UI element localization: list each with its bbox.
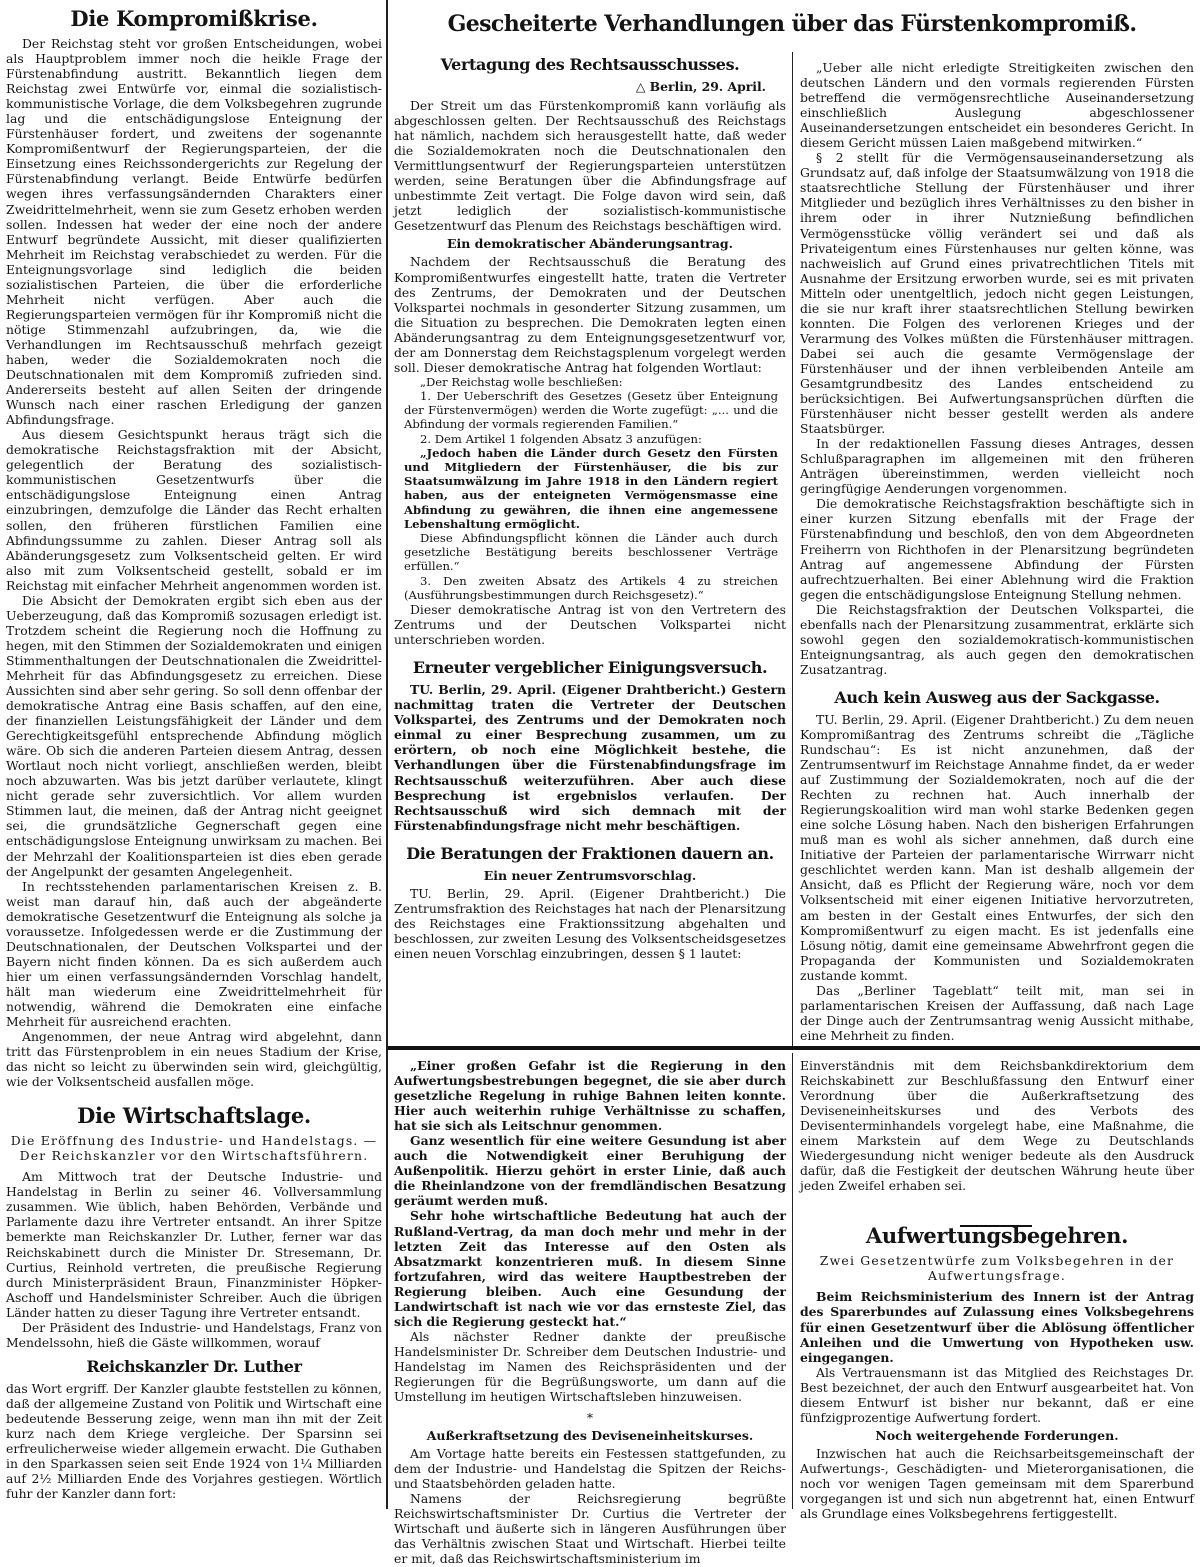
paragraph: Beim Reichsministerium des Innern ist der Antrag des Sparerbundes auf Zulassung eines Volksbegehrens für einen Gesetzentwurf über die Ablösung öffentlicher Anleihen und die Umwertung von Hypotheken usw. eingegangen. bbox=[800, 1289, 1194, 1365]
paragraph: Am Mittwoch trat der Deutsche Industrie- und Handelstag in Berlin zu seiner 46. Vollversammlung zusammen. Wie üblich, haben Behörden, Verbände und Parlamente dazu ihre Vertreter entsandt. An ihrer Spitze bemerkte man Reichskanzler Dr. Luther, ferner war das Reichskabinett durch die Minister Dr. Stresemann, Dr. Curtius, Reinhold vertreten, die preußische Regierung durch Ministerpräsident Braun, Finanzminister Höpker-Aschoff und Handelsminister Schreiber. Auch die übrigen Länder hatten zu dieser Tagung ihre Vertreter entsandt. bbox=[6, 1169, 382, 1320]
paragraph: In rechtsstehenden parlamentarischen Kreisen z. B. weist man darauf hin, daß auch der abgeänderte demokratische Gesetzentwurf die Enteignung als solche ja voraussetze. Infolgedessen werde er die Zustimmung der Deutschnationalen, der Deutschen Volkspartei und der Bayern nicht finden können. Da es sich außerdem auch hier um einen verfassungsändernden Vorschlag handelt, hält man wiederum eine Zweidrittelmehrheit für notwendig, während die Demokraten eine einfache Mehrheit für ausreichend erachten. bbox=[6, 878, 382, 1030]
article-subheading: Zwei Gesetzentwürfe zum Volksbegehren in der Aufwertungsfrage. bbox=[819, 1253, 1175, 1284]
paragraph: Die Reichstagsfraktion der Deutschen Volkspartei, die ebenfalls nach der Plenarsitzung zusammentrat, erklärte sich sowohl gegen den sozialdemokratisch-kommunistischen Enteignungsantrag, als auch gegen den demokratischen Zusatzantrag. bbox=[800, 601, 1194, 677]
quote-line: 3. Den zweiten Absatz des Artikels 4 zu streichen (Ausführungsbestimmungen durch Reichsgesetz).“ bbox=[404, 573, 778, 602]
dateline: △ Berlin, 29. April. bbox=[635, 79, 766, 94]
section-separator: * bbox=[586, 1410, 594, 1426]
paragraph: Als nächster Redner dankte der preußische Handelsminister Dr. Schreiber dem Deutschen Industrie- und Handelstag im Namen des Reichspräsidenten und der Regierungen für die Begrüßungsworte, um dann auf die Umstellung im heutigen Wirtschaftsleben hinzuweisen. bbox=[394, 1328, 786, 1405]
middle-column-bottom bbox=[394, 1058, 786, 1567]
paragraph: Der Streit um das Fürstenkompromiß kann vorläufig als abgeschlossen gelten. Der Rechtsausschuß des Reichstags hat nämlich, nachdem sich herausgestellt hatte, daß weder die Sozialdemokraten noch die Deutschnationalen den Vermittlungsentwurf der Regierungsparteien unterstützen werden, seine Beratungen über die Abfindungsfrage auf unbestimmte Zeit vertagt. Die Folge davon wird sein, daß jetzt lediglich der sozialistisch-kommunistische Gesetzentwurf das Plenum des Reichstags beschäftigen wird. bbox=[394, 98, 786, 234]
paragraph: Angenommen, der neue Antrag wird abgelehnt, dann tritt das Fürstenproblem in ein neues Stadium der Krise, das nicht so leicht zu überwinden sein wird, gleichgültig, wie der Volksentscheid ausfallen möge. bbox=[6, 1029, 382, 1090]
paragraph: Als Vertrauensmann ist das Mitglied des Reichstages Dr. Best bezeichnet, der auch den Entwurf ausgearbeitet hat. Von diesem Entwurf ist bisher nur bekannt, daß er eine fünfzigprozentige Aufwertung fordert. bbox=[800, 1364, 1194, 1425]
paragraph: Die Absicht der Demokraten ergibt sich eben aus der Ueberzeugung, daß das Kompromiß sozusagen erledigt ist. Trotzdem scheint die Regierung noch die Hoffnung zu hegen, mit den Stimmen der Sozialdemokraten und einigen Stimmenthaltungen der Deutschnationalen die Zweidrittel-Mehrheit für das Abfindungsgesetz zu erreichen. Diese Aussichten sind aber sehr gering. So soll denn offenbar der demokratische Antrag eine Basis schaffen, auf den eine, der finanziellen Leistungsfähigkeit der Länder und dem Gerechtigkeitsgefühl entsprechende Abfindung möglich wäre. Ob sich die anderen Parteien diesem Antrag, dessen Wortlaut noch nicht vorliegt, anschließen werden, bleibt noch abzuwarten. Was bis jetzt darüber verlautete, klingt nicht gerade sehr zuversichtlich. Vor allem wurden Stimmen laut, die meinen, daß der Antrag nicht geeignet sei, die grundsätzliche Gegnerschaft gegen eine entschädigungslose Enteignung unwirksam zu machen. Bei der Mehrzahl der Koalitionsparteien ist dies eben gerade der Angelpunkt der gesamten Angelegenheit. bbox=[6, 592, 382, 879]
quote-line: Diese Abfindungspflicht können die Länder auch durch gesetzliche Bestätigung bereits beschlossener Verträge erfüllen.“ bbox=[404, 531, 778, 574]
quote-line: „Der Reichstag wolle beschließen: bbox=[420, 374, 623, 389]
quoted-motion bbox=[394, 375, 786, 602]
paragraph: Nachdem der Rechtsausschuß die Beratung des Kompromißentwurfes eingestellt hatte, traten die Vertreter des Zentrums, der Demokraten und der Deutschen Volkspartei nochmals in gesonderter Sitzung zusammen, um die Situation zu besprechen. Die Demokraten legten einen Abänderungsantrag zu dem Enteignungsgesetzentwurf vor, der am Donnerstag dem Reichstagsplenum vorgelegt werden soll. Dieser demokratische Antrag hat folgenden Wortlaut: bbox=[394, 254, 786, 375]
column-rule-left bbox=[386, 0, 388, 1509]
article-heading-einigungsversuch: Erneuter vergeblicher Einigungsversuch. bbox=[412, 658, 768, 678]
quote-line: „Jedoch haben die Länder durch Gesetz den Fürsten und Mitgliedern der Fürstenhäuser, die bis zur Staatsumwälzung im Jahre 1918 in den Ländern regiert haben, aus der enteigneten Vermögensmasse eine Abfindung zu gewähren, die ihnen eine angemessene Lebenshaltung ermöglicht. bbox=[404, 445, 778, 531]
article-heading-wirtschaftslage: Die Wirtschaftslage. bbox=[77, 1103, 311, 1129]
paragraph: In der redaktionellen Fassung dieses Antrages, dessen Schlußparagraphen im allgemeinen mit den früheren Anträgen übereinstimmen, werden vielleicht noch geringfügige Aenderungen vorgenommen. bbox=[800, 436, 1194, 497]
column-rule-right bbox=[792, 52, 793, 1047]
paragraph: Die demokratische Reichstagsfraktion beschäftigte sich in einer kurzen Sitzung ebenfalls mit der Frage der Fürstenabfindung und beschloß, den von dem Abgeordneten Freiherrn von Richthofen in der Plenarsitzung begründeten Antrag auf angemessene Abfindung der Fürsten aufrechtzuerhalten. Bei einer Ablehnung wird die Fraktion gegen die entschädigungslose Enteignung Stellung nehmen. bbox=[800, 496, 1194, 602]
paragraph: Am Vortage hatte bereits ein Festessen stattgefunden, zu dem der Industrie- und Handelstag die Spitzen der Reichs- und Staatsbehörden geladen hatte. bbox=[394, 1446, 786, 1492]
quote-line: 1. Der Ueberschrift des Gesetzes (Gesetz über Enteignung der Fürstenvermögen) werden die Worte zugefügt: „... und die Abfindung der vormals regierenden Familien.“ bbox=[404, 389, 778, 432]
paragraph: TU. Berlin, 29. April. (Eigener Drahtbericht.) Die Zentrumsfraktion des Reichstages hat nach der Plenarsitzung des Reichstages eine Fraktionssitzung abgehalten und beschlossen, zur zweiten Lesung des Volksentscheidsgesetzes einen neuen Vorschlag einzubringen, dessen § 1 lautet: bbox=[394, 885, 786, 961]
paragraph: Dieser demokratische Antrag ist von den Vertretern des Zentrums und der Deutschen Volkspartei nicht unterschrieben worden. bbox=[394, 602, 786, 648]
subheading-devisen: Außerkraftsetzung des Deviseneinheitskurses. bbox=[426, 1428, 754, 1444]
subheading-forderungen: Noch weitergehende Forderungen. bbox=[875, 1427, 1119, 1443]
paragraph: Ganz wesentlich für eine weitere Gesundung ist aber auch die Notwendigkeit einer Beruhigung der Außenpolitik. Hierzu gehört in erster Linie, daß auch die Rheinlandzone von der fremdländischen Besatzung geräumt werden muß. bbox=[394, 1133, 786, 1209]
paragraph: „Einer großen Gefahr ist die Regierung in den Aufwertungsbestrebungen begegnet, die sie aber durch gesetzliche Regelung in ruhige Bahnen leiten konnte. Hier auch weiterhin ruhige Verhältnisse zu schaffen, hat sie sich als Leitschnur genommen. bbox=[394, 1058, 786, 1134]
paragraph: TU. Berlin, 29. April. (Eigener Drahtbericht.) Zu dem neuen Kompromißantrag des Zentrums schreibt die „Tägliche Rundschau“: Es ist nicht anzunehmen, daß der Zentrumsentwurf im Reichstage Annahme findet, da er weder auf Zustimmung der Sozialdemokraten, noch auf die der Rechten zu rechnen hat. Auch innerhalb der Regierungskoalition wird man wohl starke Bedenken gegen eine solche Lösung haben. Nach den bisherigen Erfahrungen muß man es wohl als sicher annehmen, daß durch eine Initiative der Parteien der parlamentarische Wirrwarr nicht geschlichtet werden kann. Man ist deshalb allgemein der Ansicht, daß es Pflicht der Regierung wäre, noch vor dem Volksentscheid mit einer eigenen Initiative hervorzutreten, am besten in der Gestalt eines Entwurfes, der sich den Kompromißentwurf zu eigen macht. Es ist jedenfalls eine Lösung nötig, damit eine gemeinsame Abwehrfront gegen die Propaganda der Kommunisten und Sozialdemokraten zustande kommt. bbox=[800, 711, 1194, 983]
article-subheading: Die Eröffnung des Industrie- und Handelstags. — Der Reichskanzler vor den Wirtschaftsführern. bbox=[10, 1133, 378, 1164]
paragraph: § 2 stellt für die Vermögensauseinandersetzung als Grundsatz auf, daß infolge der Staatsumwälzung von 1918 die staatsrechtliche Stellung der Fürstenhäuser und ihrer Mitglieder und bezüglich ihres Verhältnisses zu den bisher in ihrem oder in ihrer Nutznießung befindlichen Vermögensstücke völlig verändert sei und daß als Privateigentum eines Fürstenhauses nur gelten könne, was nachweislich auf Grund eines privatrechtlichen Titels mit Ausnahme der Ersitzung erworben wurde, sei es mit privaten Mitteln oder unentgeltlich, jedoch nicht gegen Leistungen, die sie nur kraft ihrer staatsrechtlichen Stellung bewirken konnten. Die Folgen des verlorenen Krieges und der Verarmung des Volkes müßten die Fürstenhäuser mittragen. Dabei sei auch die gesamte Vermögenslage der Fürstenhäuser und der ihnen verbleibenden Anteile am Gesamtgrundbesitz des Landes entscheidend zu berücksichtigen. Bei Aufwertungsansprüchen dürften die Fürstenhäuser nicht besser gestellt werden als andere Staatsbürger. bbox=[800, 150, 1194, 437]
subheading-zentrumsvorschlag: Ein neuer Zentrumsvorschlag. bbox=[483, 867, 697, 883]
paragraph: Einverständnis mit dem Reichsbankdirektorium dem Reichskabinett zur Beschlußfassung den Entwurf einer Verordnung über die Außerkraftsetzung des Deviseneinheitskurses und des Verbots des Devisenterminhandels vorgelegt habe, eine Maßnahme, die einem Markstein auf dem Wege zu Deutschlands Wiedergesundung nicht weniger bedeute als den Ausdruck dafür, daß die Festigkeit der deutschen Währung heute über jeden Zweifel erhaben sei. bbox=[800, 1058, 1194, 1194]
paragraph: Sehr hohe wirtschaftliche Bedeutung hat auch der Rußland-Vertrag, da man doch mehr und mehr in der letzten Zeit das Interesse auf den Osten als Absatzmarkt konzentrieren muß. In diesem Sinne fortzufahren, wird das weitere Hauptbestreben der Regierung bleiben. Auch eine Gesundung der Landwirtschaft ist nach wie vor das ernsteste Ziel, das sich die Regierung gesteckt hat.“ bbox=[394, 1208, 786, 1329]
left-column bbox=[6, 0, 382, 1509]
paragraph: Das „Berliner Tageblatt“ teilt mit, man sei in parlamentarischen Kreisen der Auffassung, daß nach Lage der Dinge auch der Zentrumsantrag wenig Aussicht mithabe, eine Mehrheit zu finden. bbox=[800, 982, 1194, 1043]
article-heading-sackgasse: Auch kein Ausweg aus der Sackgasse. bbox=[834, 687, 1160, 707]
paragraph: Inzwischen hat auch die Reichsarbeitsgemeinschaft der Aufwertungs-, Geschädigten- und Mieterorganisationen, die noch vor wenigen Tagen gemeinsam mit dem Sparerbund vorgegangen ist und sich nun abgetrennt hat, einen Entwurf als Grundlage eines Volksbegehrens fertiggestellt. bbox=[800, 1445, 1194, 1522]
article-heading-beratungen: Die Beratungen der Fraktionen dauern an. bbox=[406, 843, 774, 863]
right-column-bottom bbox=[800, 1058, 1194, 1522]
article-heading-aufwertungsbegehren: Aufwertungsbegehren. bbox=[865, 1223, 1129, 1249]
paragraph: Der Präsident des Industrie- und Handelstags, Franz von Mendelssohn, hieß die Gäste willkommen, worauf bbox=[6, 1319, 382, 1350]
middle-column-top bbox=[394, 52, 786, 1042]
paragraph: „Ueber alle nicht erledigte Streitigkeiten zwischen den deutschen Ländern und den vormals regierenden Fürsten betreffend die vermögensrechtliche Auseinandersetzung einschließlich Auslegung abgeschlossener Auseinandersetzungen entscheidet ein besonderes Gericht. In diesem Gericht müssen Laien maßgebend mitwirken.“ bbox=[800, 60, 1194, 151]
main-headline: Gescheiterte Verhandlungen über das Fürstenkompromiß. bbox=[447, 11, 1137, 37]
section-heading-luther: Reichskanzler Dr. Luther bbox=[86, 1356, 302, 1376]
paragraph: TU. Berlin, 29. April. (Eigener Drahtbericht.) Gestern nachmittag traten die Vertreter der Deutschen Volkspartei, des Zentrums und der Demokraten noch einmal zu einer Besprechung zusammen, um zu erörtern, ob noch eine Möglichkeit bestehe, die Verhandlungen über die Fürstenabfindungsfrage im Rechtsausschuß weiterzuführen. Aber auch diese Besprechung ist ergebnislos verlaufen. Der Rechtsausschuß wird sich demnach mit der Fürstenabfindungsfrage nicht mehr beschäftigen. bbox=[394, 682, 786, 833]
section-rule bbox=[388, 1046, 1200, 1050]
subheading-abaenderungsantrag: Ein demokratischer Abänderungsantrag. bbox=[446, 236, 734, 252]
paragraph: Namens der Reichsregierung begrüßte Reichswirtschaftsminister Dr. Curtius die Vertreter der Wirtschaft und äußerte sich in längeren Ausführungen über das Verhältnis zwischen Staat und Wirtschaft. Hierbei teilte er mit, daß das Reichswirtschaftsministerium im bbox=[394, 1491, 786, 1567]
paragraph: das Wort ergriff. Der Kanzler glaubte feststellen zu können, daß der allgemeine Zustand von Politik und Wirtschaft eine bedeutende Besserung zeige, wenn man ihn mit der Zeit kurz nach dem Kriege vergleiche. Der Sparsinn sei erfreulicherweise wieder allgemein erwacht. Die Guthaben in den Sparkassen seien seit Ende 1924 von 1¼ Milliarden auf 2½ Milliarden Ende des Vorjahres gestiegen. Wörtlich fuhr der Kanzler dann fort: bbox=[6, 1380, 382, 1502]
right-column-top bbox=[800, 60, 1194, 1044]
article-heading-kompromisskrise: Die Kompromißkrise. bbox=[70, 6, 318, 31]
column-rule-right-bottom bbox=[792, 1053, 793, 1509]
quote-line: 2. Dem Artikel 1 folgenden Absatz 3 anzufügen: bbox=[420, 431, 702, 446]
paragraph: Aus diesem Gesichtspunkt heraus trägt sich die demokratische Reichstagsfraktion mit der Absicht, gelegentlich der Beratung des sozialistisch-kommunistischen Gesetzentwurfs über die entschädigungslose Enteignung einen Antrag einzubringen, demzufolge die Länder das Recht erhalten sollen, den früheren fürstlichen Familien eine Abfindungssumme zu zahlen. Dieser Antrag soll als Abänderungsgesetz zum Volksentscheid gelten. Er wird also mit zum Volksentscheid gestellt, sobald er im Reichstag mit einfacher Mehrheit angenommen worden ist. bbox=[6, 427, 382, 593]
article-heading-vertagung: Vertagung des Rechtsausschusses. bbox=[440, 55, 740, 74]
paragraph: Der Reichstag steht vor großen Entscheidungen, wobei als Hauptproblem immer noch die heikle Frage der Fürstenabfindung austritt. Bekanntlich liegen dem Reichstag zwei Entwürfe vor, einmal die sozialistisch-kommunistische Vorlage, die dem Volksbegehren zugrunde lag und die entschädigungslose Enteignung der Fürstenhäuser fordert, und zweitens der sogenannte Kompromißentwurf der Regierungsparteien, der die Einsetzung eines Reichssondergerichts zur Regelung der Fürstenabfindung verlangt. Beide Entwürfe bedürfen wegen ihres verfassungsändernden Charakters einer Zweidrittelmehrheit, wenn sie zum Gesetz erhoben werden sollen. Indessen hat weder der eine noch der andere Entwurf begründete Aussicht, mit dieser qualifizierten Mehrheit im Reichstag verabschiedet zu werden. Für die Enteignungsvorlage sind lediglich die beiden sozialistischen Parteien, die über die erforderliche Mehrheit nicht verfügen. Aber auch die Regierungsparteien vermögen für ihr Kompromiß nicht die nötige Stimmenzahl aufzubringen, da, wie die Verhandlungen im Rechtsausschuß mehrfach gezeigt haben, weder die Sozialdemokraten noch die Deutschnationalen mit dem Kompromiß zufrieden sind. Andererseits besteht auf allen Seiten der dringende Wunsch nach einer raschen Erledigung der ganzen Abfindungsfrage. bbox=[6, 36, 382, 428]
